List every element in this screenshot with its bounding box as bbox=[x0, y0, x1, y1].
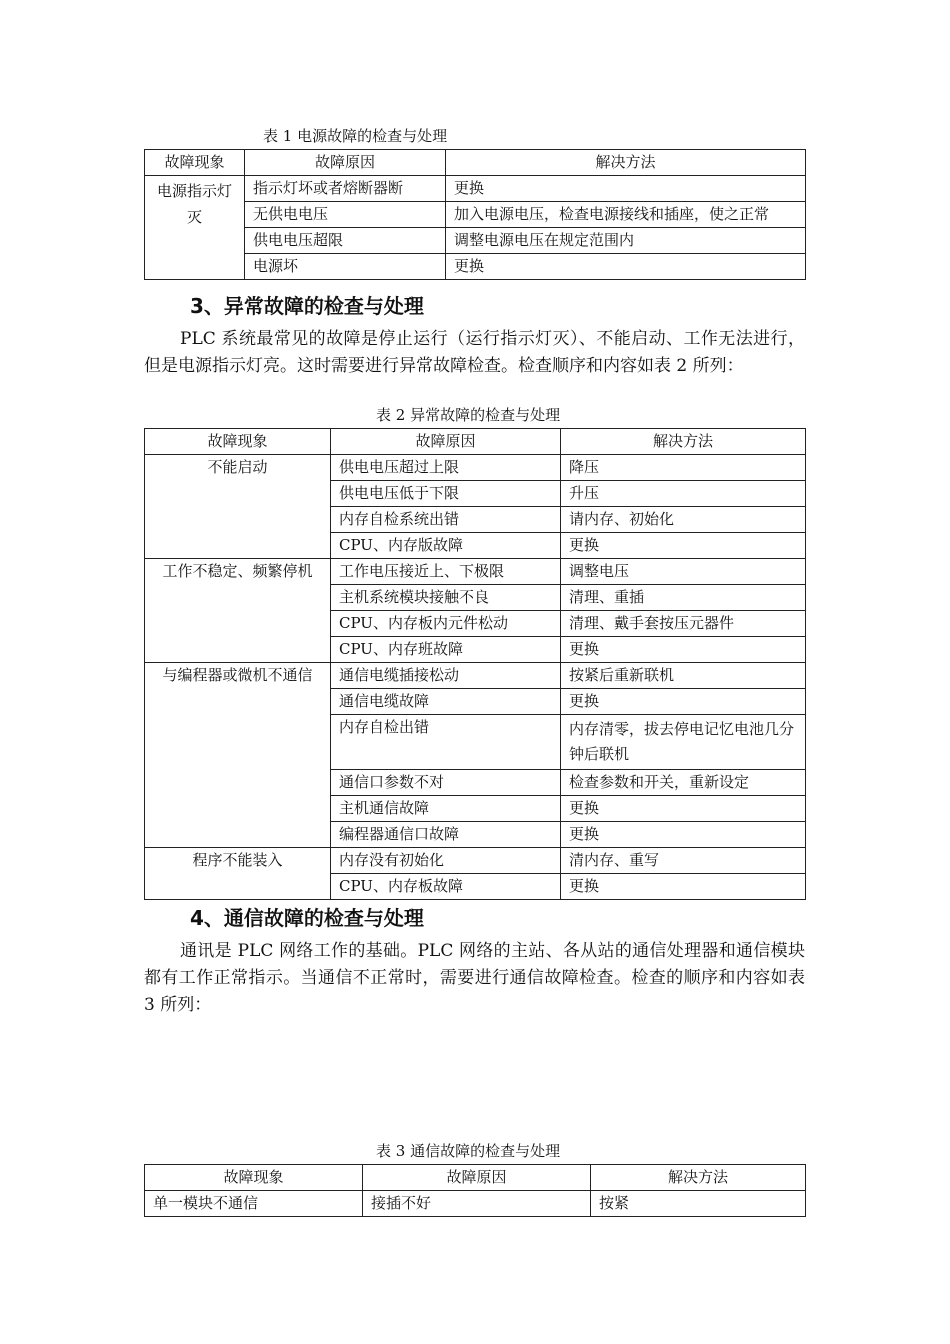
cause-cell: 主机系统模块接触不良 bbox=[331, 585, 561, 611]
fix-cell: 更换 bbox=[561, 533, 806, 559]
table-row bbox=[145, 228, 806, 254]
header-cause: 故障原因 bbox=[363, 1165, 591, 1191]
fix-cell: 按紧 bbox=[591, 1191, 806, 1217]
cause-cell: 通信电缆故障 bbox=[331, 689, 561, 715]
cause-cell: 供电电压低于下限 bbox=[331, 481, 561, 507]
fix-cell: 调整电压 bbox=[561, 559, 806, 585]
symptom-cell: 不能启动 bbox=[145, 455, 331, 559]
fix-cell: 按紧后重新联机 bbox=[561, 663, 806, 689]
fix-cell: 请内存、初始化 bbox=[561, 507, 806, 533]
header-cause: 故障原因 bbox=[245, 150, 446, 176]
table-header-row bbox=[145, 150, 806, 176]
fix-cell: 更换 bbox=[446, 254, 806, 280]
cause-cell: 编程器通信口故障 bbox=[331, 822, 561, 848]
table2-caption: 表 2 异常故障的检查与处理 bbox=[376, 406, 561, 424]
fix-cell: 内存清零，拔去停电记忆电池几分钟后联机 bbox=[561, 715, 806, 770]
cause-cell: 无供电电压 bbox=[245, 202, 446, 228]
cause-cell: CPU、内存板故障 bbox=[331, 874, 561, 900]
cause-cell: 电源坏 bbox=[245, 254, 446, 280]
symptom-cell: 程序不能装入 bbox=[145, 848, 331, 900]
cause-cell: 内存自检系统出错 bbox=[331, 507, 561, 533]
section4-heading: 4、通信故障的检查与处理 bbox=[190, 906, 424, 930]
table-header-row bbox=[145, 1165, 806, 1191]
header-symptom: 故障现象 bbox=[145, 429, 331, 455]
cause-cell: 工作电压接近上、下极限 bbox=[331, 559, 561, 585]
header-symptom: 故障现象 bbox=[145, 150, 245, 176]
fix-cell: 清理、戴手套按压元器件 bbox=[561, 611, 806, 637]
fix-cell: 调整电源电压在规定范围内 bbox=[446, 228, 806, 254]
symptom-cell: 工作不稳定、频繁停机 bbox=[145, 559, 331, 663]
table3-caption: 表 3 通信故障的检查与处理 bbox=[376, 1142, 561, 1160]
fix-cell: 降压 bbox=[561, 455, 806, 481]
table-row bbox=[145, 559, 806, 585]
header-fix: 解决方法 bbox=[561, 429, 806, 455]
table-header-row bbox=[145, 429, 806, 455]
header-fix: 解决方法 bbox=[446, 150, 806, 176]
table-row bbox=[145, 254, 806, 280]
fix-cell: 更换 bbox=[561, 822, 806, 848]
fix-cell: 更换 bbox=[446, 176, 806, 202]
table-row bbox=[145, 176, 806, 202]
fix-cell: 更换 bbox=[561, 689, 806, 715]
table1-caption: 表 1 电源故障的检查与处理 bbox=[263, 127, 448, 145]
fix-cell: 更换 bbox=[561, 874, 806, 900]
cause-cell: 内存没有初始化 bbox=[331, 848, 561, 874]
symptom-cell: 电源指示灯灭 bbox=[145, 176, 245, 280]
section3-heading: 3、异常故障的检查与处理 bbox=[190, 294, 424, 318]
table3 bbox=[144, 1164, 806, 1217]
fix-cell: 检查参数和开关，重新设定 bbox=[561, 770, 806, 796]
cause-cell: 通信口参数不对 bbox=[331, 770, 561, 796]
cause-cell: 通信电缆插接松动 bbox=[331, 663, 561, 689]
table-row bbox=[145, 1191, 806, 1217]
fix-cell: 更换 bbox=[561, 637, 806, 663]
header-cause: 故障原因 bbox=[331, 429, 561, 455]
symptom-cell: 单一模块不通信 bbox=[145, 1191, 363, 1217]
cause-cell: CPU、内存版故障 bbox=[331, 533, 561, 559]
section4-paragraph: 通讯是 PLC 网络工作的基础。PLC 网络的主站、各从站的通信处理器和通信模块都有工作正常指示。当通信不正常时，需要进行通信故障检查。检查的顺序和内容如表 3 所列： bbox=[144, 941, 805, 1015]
cause-cell: 内存自检出错 bbox=[331, 715, 561, 770]
fix-cell: 清理、重插 bbox=[561, 585, 806, 611]
header-fix: 解决方法 bbox=[591, 1165, 806, 1191]
table-row bbox=[145, 663, 806, 689]
cause-cell: 主机通信故障 bbox=[331, 796, 561, 822]
table-row bbox=[145, 848, 806, 874]
symptom-cell: 与编程器或微机不通信 bbox=[145, 663, 331, 848]
cause-cell: CPU、内存班故障 bbox=[331, 637, 561, 663]
table-row bbox=[145, 455, 806, 481]
table-row bbox=[145, 202, 806, 228]
cause-cell: 供电电压超限 bbox=[245, 228, 446, 254]
fix-cell: 升压 bbox=[561, 481, 806, 507]
header-symptom: 故障现象 bbox=[145, 1165, 363, 1191]
cause-cell: CPU、内存板内元件松动 bbox=[331, 611, 561, 637]
cause-cell: 接插不好 bbox=[363, 1191, 591, 1217]
table1 bbox=[144, 149, 806, 280]
cause-cell: 指示灯坏或者熔断器断 bbox=[245, 176, 446, 202]
section3-paragraph: PLC 系统最常见的故障是停止运行（运行指示灯灭）、不能启动、工作无法进行，但是电源指示灯亮。这时需要进行异常故障检查。检查顺序和内容如表 2 所列： bbox=[144, 329, 805, 376]
cause-cell: 供电电压超过上限 bbox=[331, 455, 561, 481]
table2 bbox=[144, 428, 806, 900]
fix-cell: 加入电源电压，检查电源接线和插座，使之正常 bbox=[446, 202, 806, 228]
fix-cell: 清内存、重写 bbox=[561, 848, 806, 874]
fix-cell: 更换 bbox=[561, 796, 806, 822]
